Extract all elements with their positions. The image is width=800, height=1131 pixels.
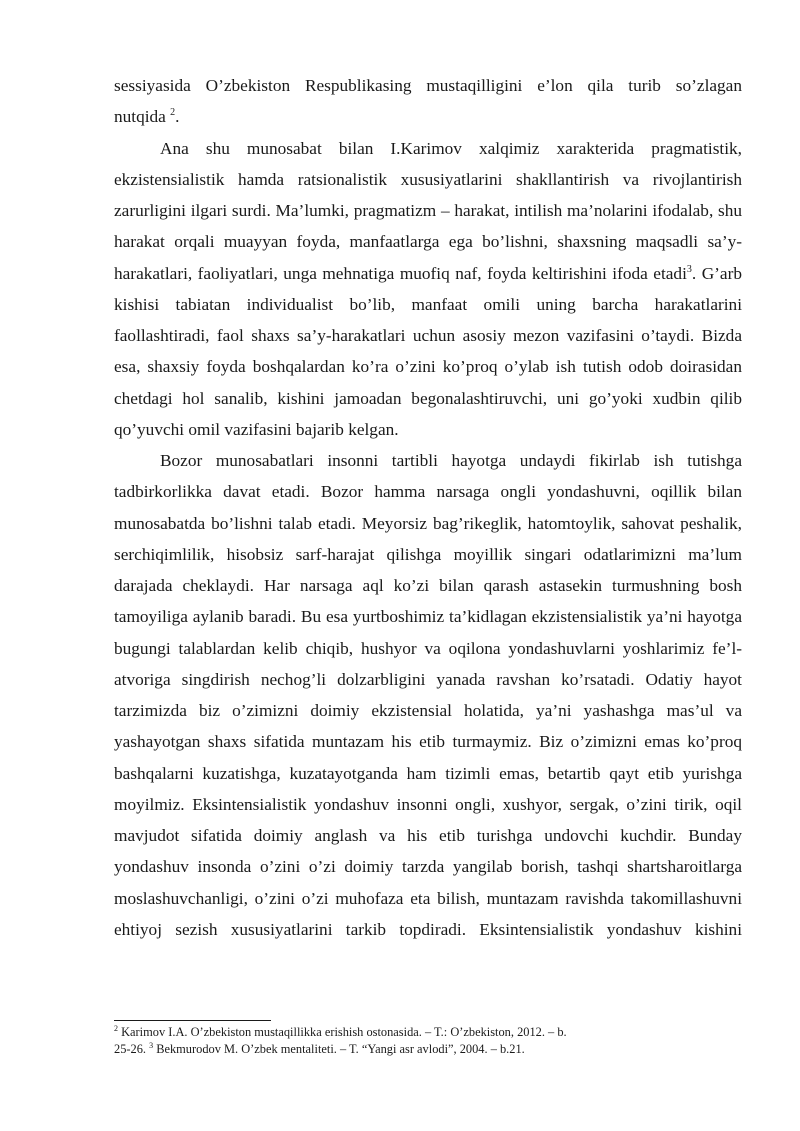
paragraph-2-text-a: Ana shu munosabat bilan I.Karimov xalqimiz xarakterida pragmatistik, ekzistensialistik hamda ratsionalistik xususiyatlarini shakllantirish va rivojlantirish zarurligini ilgari surdi. Ma’lumki, pragmatizm – harakat, intilish ma’nolarini ifodalab, shu harakat orqali muayyan foyda, manfaatlarga ega bo’lishni, shaxsning maqsadli sa’y-harakatlari, faoliyatlari, unga mehnatiga muofiq naf, foyda keltirishini ifoda etadi bbox=[114, 138, 742, 283]
footnote-3-marker: 3 bbox=[149, 1040, 154, 1050]
paragraph-1-text: nutqida bbox=[114, 107, 171, 127]
paragraph-3: Bozor munosabatlari insonni tartibli hayotga undaydi fikirlab ish tutishga tadbirkorlikka davat etadi. Bozor hamma narsaga ongli yondashuvni, oqillik bilan munosabatda bo’lishni talab etadi. Meyorsiz bag’rikeglik, hatomtoylik, sahovat peshalik, serchiqimlilik, hisobsiz sarf-harajat qilishga moyillik singari odatlarimizni ma’lum darajada cheklaydi. Har narsaga aql ko’zi bilan qarash astasekin turmushning bosh tamoyiliga aylanib baradi. Bu esa yurtboshimiz ta’kidlagan ekzistensialistik ya’ni hayotga bugungi talablardan kelib chiqib, hushyor va oqilona yondashuvlarni yoshlarimiz fe’l-atvoriga singdirish nechog’li dolzarbligini yanada ravshan ko’rsatadi. Odatiy hayot tarzimizda biz o’zimizni doimiy ekzistensial holatida, ya’ni yashashga mas’ul va yashayotgan shaxs sifatida muntazam his etib turmaymiz. Biz o’zimizni emas ko’proq bashqalarni kuzatishga, kuzatayotganda ham tizimli emas, betartib qayt etib yurishga moyilmiz. Eksintensialistik yondashuv insonni ongli, xushyor, sergak, o’zini tirik, oqil mavjudot sifatida doimiy anglash va his etib turishga undovchi kuchdir. Bunday yondashuv insonda o’zini o’zi doimiy tarzda yangilab borish, tashqi shartsharoitlarga moslashuvchanligi, o’zini o’zi muhofaza eta bilish, muntazam ravishda takomillashuvni ehtiyoj sezish xususiyatlarini tarkib topdiradi. Eksintensialistik yondashuv kishini bbox=[114, 451, 742, 939]
footnote-3-text: Bekmurodov M. O’zbek mentaliteti. – T. “Yangi asr avlodi”, 2004. – b.21. bbox=[153, 1042, 525, 1056]
paragraph-1-end: . bbox=[175, 107, 180, 127]
footnote-2-text: Karimov I.A. O’zbekiston mustaqillikka erishish ostonasida. – T.: O’zbekiston, 2012. – b. bbox=[118, 1025, 567, 1039]
paragraph-1-line-1: sessiyasida O’zbekiston Respublikasing mustaqilligini e’lon qila turib so’zlagan bbox=[114, 76, 742, 95]
footnote-divider bbox=[114, 1020, 271, 1021]
footnote-ref-2[interactable]: 2 bbox=[170, 107, 176, 119]
footnote-ref-3[interactable]: 3 bbox=[686, 263, 692, 275]
footnote-2-pages: 25-26. bbox=[114, 1042, 150, 1056]
footnotes bbox=[114, 1024, 742, 1058]
body-text bbox=[114, 70, 742, 945]
footnote-line-2 bbox=[114, 1041, 742, 1058]
footnote-2-line-1 bbox=[114, 1024, 742, 1041]
paragraph-2 bbox=[114, 133, 742, 446]
paragraph-2-text-b: . G’arb kishisi tabiatan individualist bo’lib, manfaat omili uning barcha harakatlarini faollashtiradi, faol shaxs sa’y-harakatlari uchun asosiy mezon vazifasini o’taydi. Bizda esa, shaxsiy foyda boshqalardan ko’ra o’zini ko’proq o’ylab ish tutish odob doirasidan chetdagi hol sanalib, kishini jamoadan begonalashtiruvchi, uni go’yoki xudbin qilib qo’yuvchi omil vazifasini bajarib kelgan. bbox=[114, 263, 742, 439]
footnote-2-marker: 2 bbox=[114, 1023, 118, 1033]
paragraph-1-line-2 bbox=[114, 101, 742, 132]
